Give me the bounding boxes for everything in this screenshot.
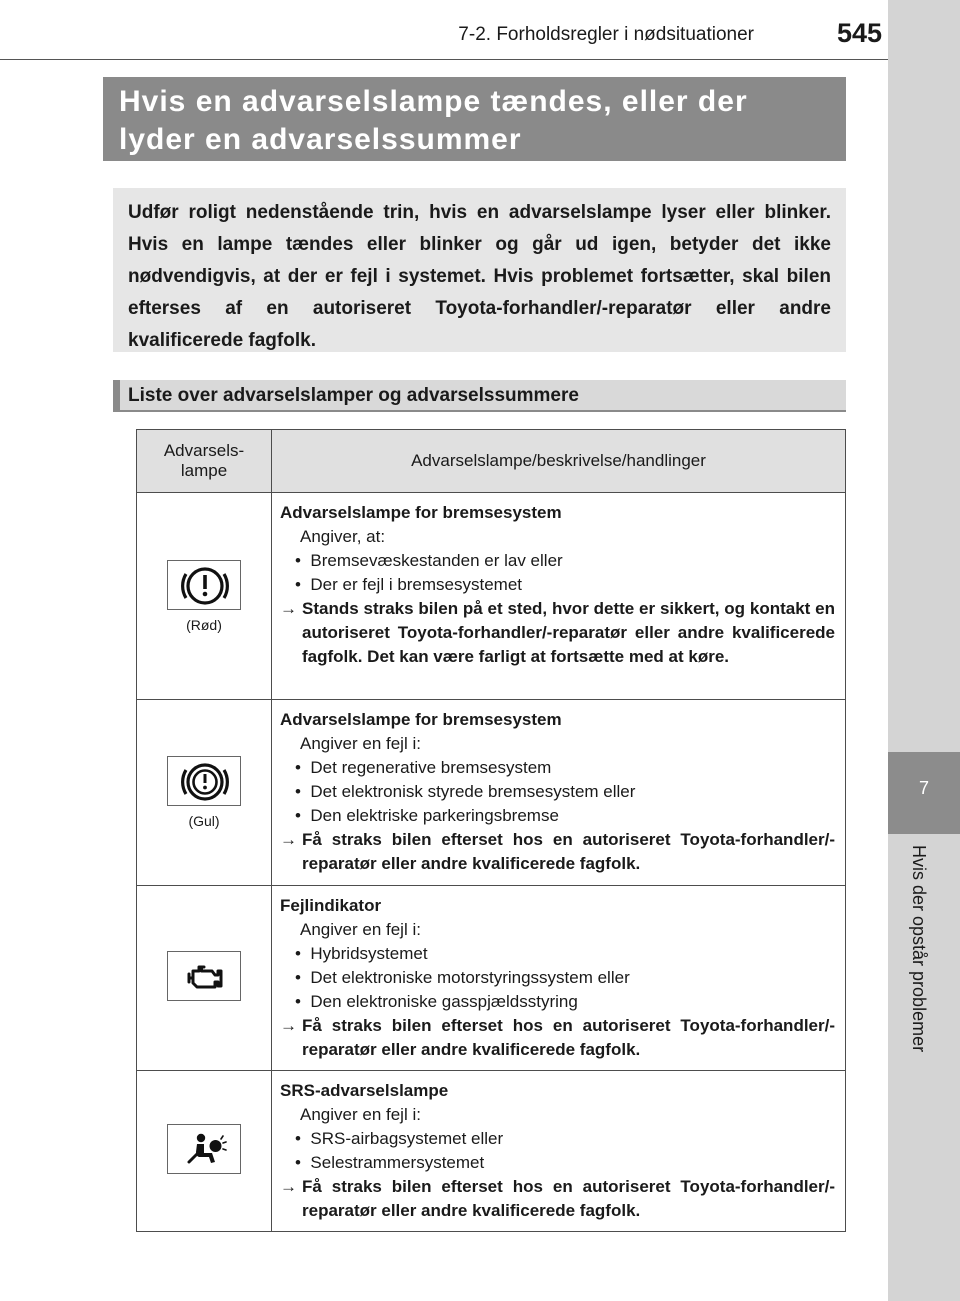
arrow-icon: → bbox=[280, 1177, 297, 1196]
lamp-description bbox=[272, 493, 846, 700]
column-header-lamp bbox=[137, 430, 272, 493]
lamp-title: SRS-advarselslampe bbox=[280, 1081, 449, 1100]
list-item bbox=[280, 780, 835, 804]
list-item-text: Det elektroniske motorstyringssystem eller bbox=[310, 968, 630, 987]
page-title bbox=[103, 77, 846, 161]
subheading-text: Liste over advarselslamper og advarselssummere bbox=[128, 385, 579, 406]
list-item-text: Selestrammersystemet bbox=[310, 1153, 485, 1172]
lamp-lead: Angiver en fejl i: bbox=[300, 734, 421, 753]
list-item-text: Den elektriske parkeringsbremse bbox=[310, 806, 559, 825]
bullet-symbol: • bbox=[295, 1153, 301, 1172]
lamp-title: Advarselslampe for bremsesystem bbox=[280, 503, 562, 522]
table-row bbox=[137, 1071, 846, 1232]
intro-text: Udfør roligt nedenstående trin, hvis en advarselslampe lyser eller blinker. Hvis en lampe tændes eller blinker og går ud igen, betyder det ikke nødvendigvis, at der er fejl i systemet. Hvis problemet fortsætter, skal bilen efterses af en autoriseret Toyota-forhandler/-reparatør eller andre kvalificerede fagfolk. bbox=[113, 188, 846, 352]
table-row bbox=[137, 700, 846, 886]
page-header bbox=[0, 0, 888, 60]
page-number: 545 bbox=[836, 18, 882, 48]
lamp-lead: Angiver, at: bbox=[300, 527, 386, 546]
lamp-action bbox=[280, 828, 835, 876]
brake-system-fault-icon bbox=[167, 756, 241, 806]
sidebar-tab-top bbox=[888, 0, 960, 752]
lamp-description bbox=[272, 886, 846, 1071]
arrow-icon: → bbox=[280, 830, 297, 849]
bullet-symbol: • bbox=[295, 575, 301, 594]
list-item bbox=[280, 990, 835, 1014]
page-title-line-2: lyder en advarselssummer bbox=[119, 123, 522, 156]
bullet-symbol: • bbox=[295, 806, 301, 825]
chapter-number-tab[interactable]: 7 bbox=[888, 752, 960, 834]
list-item-text: Hybridsystemet bbox=[310, 944, 428, 963]
arrow-icon: → bbox=[280, 599, 297, 618]
list-item bbox=[280, 549, 835, 573]
srs-airbag-icon bbox=[167, 1124, 241, 1174]
bullet-symbol: • bbox=[295, 992, 301, 1011]
list-item-text: Det elektronisk styrede bremsesystem eller bbox=[310, 782, 636, 801]
lamp-color-label: (Rød) bbox=[186, 616, 222, 633]
bullet-symbol: • bbox=[295, 1129, 301, 1148]
lamp-action-text: Få straks bilen efterset hos en autoriseret Toyota-forhandler/-reparatør eller andre kvalificerede fagfolk. bbox=[302, 1016, 835, 1059]
subheading-bar bbox=[113, 380, 120, 412]
list-item-text: SRS-airbagsystemet eller bbox=[310, 1129, 504, 1148]
column-header-lamp-line-2: lampe bbox=[180, 461, 228, 480]
bullet-symbol: • bbox=[295, 551, 301, 570]
lamp-action-text: Få straks bilen efterset hos en autoriseret Toyota-forhandler/-reparatør eller andre kvalificerede fagfolk. bbox=[302, 830, 835, 873]
lamp-icon-cell bbox=[137, 1071, 272, 1232]
arrow-icon: → bbox=[280, 1016, 297, 1035]
list-item bbox=[280, 756, 835, 780]
list-item bbox=[280, 1151, 835, 1175]
list-item-text: Det regenerative bremsesystem bbox=[310, 758, 552, 777]
lamp-title: Advarselslampe for bremsesystem bbox=[280, 710, 562, 729]
lamp-action bbox=[280, 1014, 835, 1062]
section-title: 7-2. Forholdsregler i nødsituationer bbox=[458, 24, 754, 45]
page-title-line-1: Hvis en advarselslampe tændes, eller der bbox=[119, 85, 748, 118]
list-item bbox=[280, 942, 835, 966]
bullet-symbol: • bbox=[295, 758, 301, 777]
lamp-action-text: Stands straks bilen på et sted, hvor dette er sikkert, og kontakt en autoriseret Toyota-forhandler/-reparatør eller andre kvalificerede fagfolk. Det kan være farligt at fortsætte med at køre. bbox=[302, 599, 835, 666]
table-row bbox=[137, 886, 846, 1071]
list-item bbox=[280, 573, 835, 597]
lamp-title: Fejlindikator bbox=[280, 896, 382, 915]
bullet-symbol: • bbox=[295, 782, 301, 801]
list-item bbox=[280, 1127, 835, 1151]
lamp-icon-cell bbox=[137, 700, 272, 886]
chapter-title: Hvis der opstår problemer bbox=[909, 845, 929, 1053]
lamp-lead: Angiver en fejl i: bbox=[300, 920, 421, 939]
section-subheading bbox=[113, 380, 846, 412]
brake-warning-icon bbox=[167, 560, 241, 610]
list-item-text: Bremsevæskestanden er lav eller bbox=[310, 551, 563, 570]
column-header-description: Advarselslampe/beskrivelse/handlinger bbox=[272, 430, 846, 493]
lamp-description bbox=[272, 1071, 846, 1232]
engine-malfunction-icon bbox=[167, 951, 241, 1001]
lamp-action-text: Få straks bilen efterset hos en autoriseret Toyota-forhandler/-reparatør eller andre kvalificerede fagfolk. bbox=[302, 1177, 835, 1220]
lamp-icon-cell bbox=[137, 886, 272, 1071]
table-row bbox=[137, 493, 846, 700]
list-item bbox=[280, 966, 835, 990]
table-header-row bbox=[137, 430, 846, 493]
lamp-action bbox=[280, 597, 835, 669]
bullet-symbol: • bbox=[295, 968, 301, 987]
lamp-action bbox=[280, 1175, 835, 1223]
column-header-lamp-line-1: Advarsels- bbox=[163, 441, 245, 460]
list-item-text: Der er fejl i bremsesystemet bbox=[310, 575, 523, 594]
lamp-description bbox=[272, 700, 846, 886]
lamp-color-label: (Gul) bbox=[188, 813, 220, 829]
lamp-lead: Angiver en fejl i: bbox=[300, 1105, 421, 1124]
lamp-icon-cell bbox=[137, 493, 272, 700]
list-item-text: Den elektroniske gasspjældsstyring bbox=[310, 992, 578, 1011]
bullet-symbol: • bbox=[295, 944, 301, 963]
list-item bbox=[280, 804, 835, 828]
warning-lamp-table bbox=[136, 429, 846, 1232]
